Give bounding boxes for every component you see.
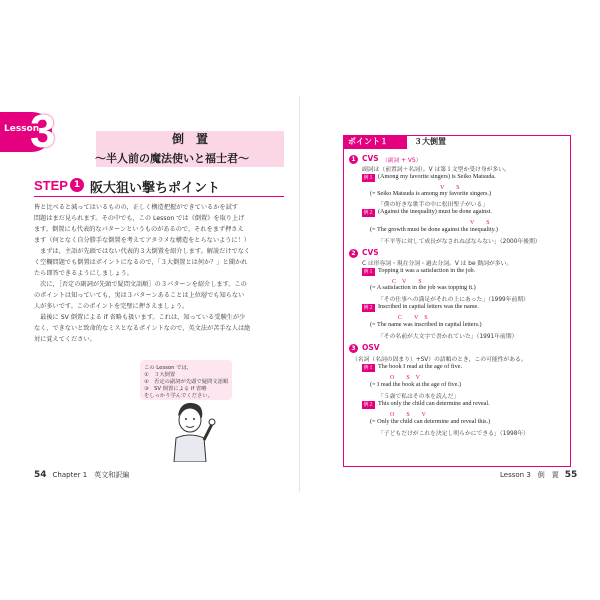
item-desc: 副詞は（前置詞＋名詞）。V は第１文型か受け身が多い。 xyxy=(362,167,510,173)
example-sentence: Inscribed in capital letters was the name. xyxy=(378,303,479,310)
example-tag: 例１ xyxy=(363,175,374,181)
sv-marks: C V S xyxy=(398,315,428,321)
example-tag: 例２ xyxy=(363,305,374,311)
point-title: ３大倒置 xyxy=(414,137,446,146)
footer-lesson: Lesson 3 倒 置 xyxy=(500,471,559,479)
example-sentence: This only the child can determine and reveal. xyxy=(378,400,490,407)
example-tag: 例１ xyxy=(363,269,374,275)
example-translation: 「子どもだけがこれを決定し明らかにできる」（1998年） xyxy=(378,431,529,437)
page-gutter xyxy=(299,96,300,492)
page-number-right: 55 xyxy=(564,470,578,480)
character-illustration xyxy=(160,398,220,462)
footer-left xyxy=(34,470,129,480)
sv-marks: O S V xyxy=(390,375,421,381)
note-line: ② 否定の副詞が先頭で疑問文語順 xyxy=(144,379,229,385)
body-line: く空欄問題でも倒置はポイントになるので，「３大倒置とは何か？」と聞かれ xyxy=(34,259,248,266)
footer-right xyxy=(500,470,577,480)
example-rewrite: (= A satisfaction in the job was topping it.) xyxy=(370,284,476,291)
step-number: 1 xyxy=(70,178,84,192)
item-desc: （名詞（名詞の固まり）+SV）の語順のとき，この可能性がある。 xyxy=(352,357,527,363)
body-line: ます。倒置にも代表的なパターンというものがあるので，それをまず押さえ xyxy=(34,226,244,233)
sv-marks: V S xyxy=(440,185,460,191)
example-sentence: Topping it was a satisfaction in the job. xyxy=(378,267,476,274)
sv-marks: C V S xyxy=(392,279,422,285)
body-line: 最後に SV 倒置による if 省略も扱います。これは，知っている受験生が少 xyxy=(34,314,246,321)
step-title: 阪大狙い撃ちポイント xyxy=(90,181,221,196)
body-line: なく，できないと致命的なミスとなるポイントなので，英文法が苦手な人は絶 xyxy=(34,325,251,332)
body-line: たら即答できるようにしましょう。 xyxy=(34,270,133,277)
item-desc: C は形容詞・現在分詞・過去分詞。V は be 動詞が多い。 xyxy=(362,261,513,267)
lesson-number: 3 xyxy=(30,105,56,157)
item-label: OSV xyxy=(362,343,380,352)
body-line: 次に，［否定の副詞が先頭で疑問文語順］の３パターンを紹介します。この xyxy=(34,281,247,288)
example-translation: 「その名前が大文字で書かれていた」（1991年前期） xyxy=(378,334,518,340)
example-rewrite: (= I read the book at the age of five.) xyxy=(370,381,462,388)
body-line: 問題はまだ見られます。その中でも，この Lesson では《倒置》を取り上げ xyxy=(34,215,245,222)
example-rewrite: (= The name was inscribed in capital letters.) xyxy=(370,321,482,328)
footer-chapter: Chapter 1 英文和訳編 xyxy=(52,471,130,479)
note-line: ① ３大倒置 xyxy=(144,372,176,378)
item-sub: （副詞 + VS） xyxy=(382,158,422,164)
example-translation: 「５歳で私はその本を読んだ」 xyxy=(378,394,460,400)
point-tag-label: ポイント１ xyxy=(348,137,388,146)
item-number: 1 xyxy=(349,155,358,164)
item-label: CVS xyxy=(362,154,379,163)
sv-marks: O S V xyxy=(390,412,427,418)
body-line: 皆と比べると減ってはいるものの，正しく構造把握ができているかを試す xyxy=(34,204,238,211)
example-sentence: (Among my favorite singers) is Seiko Matsuda. xyxy=(378,173,496,180)
body-line: のポイントは知っていても，実は３パターンあることは上位層でも知らない xyxy=(34,292,245,299)
item-number: 2 xyxy=(349,249,358,258)
note-line: をしっかり学んでください。 xyxy=(144,393,213,399)
body-line: 対に覚えてください。 xyxy=(34,336,96,343)
lesson-label: Lesson xyxy=(4,124,40,134)
sv-marks: V S xyxy=(470,220,490,226)
example-rewrite: (= Only the child can determine and reveal this.) xyxy=(370,418,491,425)
page-number-left: 54 xyxy=(34,470,47,480)
step-underline xyxy=(34,196,284,197)
body-line: ます（何となく自分勝手な倒置を考えてアタラメな構造をとらないように！） xyxy=(34,237,250,244)
note-line: ③ SV 倒置による if 省略 xyxy=(144,386,207,392)
example-tag: 例２ xyxy=(363,210,374,216)
item-label: CVS xyxy=(362,248,379,257)
example-translation: 「その仕事への満足がそれの上にあった」（1999年前期） xyxy=(378,297,529,303)
example-sentence: (Against the inequality) must be done against. xyxy=(378,208,492,215)
page-title: 倒 置 xyxy=(171,132,208,146)
step-label: STEP xyxy=(34,178,68,193)
example-translation: 「不平等に対して成長がなされねばならない」（2000年後期） xyxy=(378,239,541,245)
example-sentence: The book I read at the age of five. xyxy=(378,363,463,370)
page-subtitle: 〜半人前の魔法使いと福士君〜 xyxy=(95,152,249,165)
example-rewrite: (= Seiko Matsuda is among my favorite singers.) xyxy=(370,190,492,197)
body-line: まずは，主語が先頭ではない代表的３大倒置を紹介します。解説だけでなく xyxy=(34,248,251,255)
example-translation: 「僕の好きな歌手の中に松田聖子がいる」 xyxy=(378,202,489,208)
example-tag: 例２ xyxy=(363,402,374,408)
example-rewrite: (= The growth must be done against the inequality.) xyxy=(370,226,498,233)
example-tag: 例１ xyxy=(363,365,374,371)
body-line: 人が多いです。このポイントを完璧に押さえましょう。 xyxy=(34,303,189,310)
note-line: この Lesson では， xyxy=(144,365,193,371)
item-number: 3 xyxy=(349,344,358,353)
